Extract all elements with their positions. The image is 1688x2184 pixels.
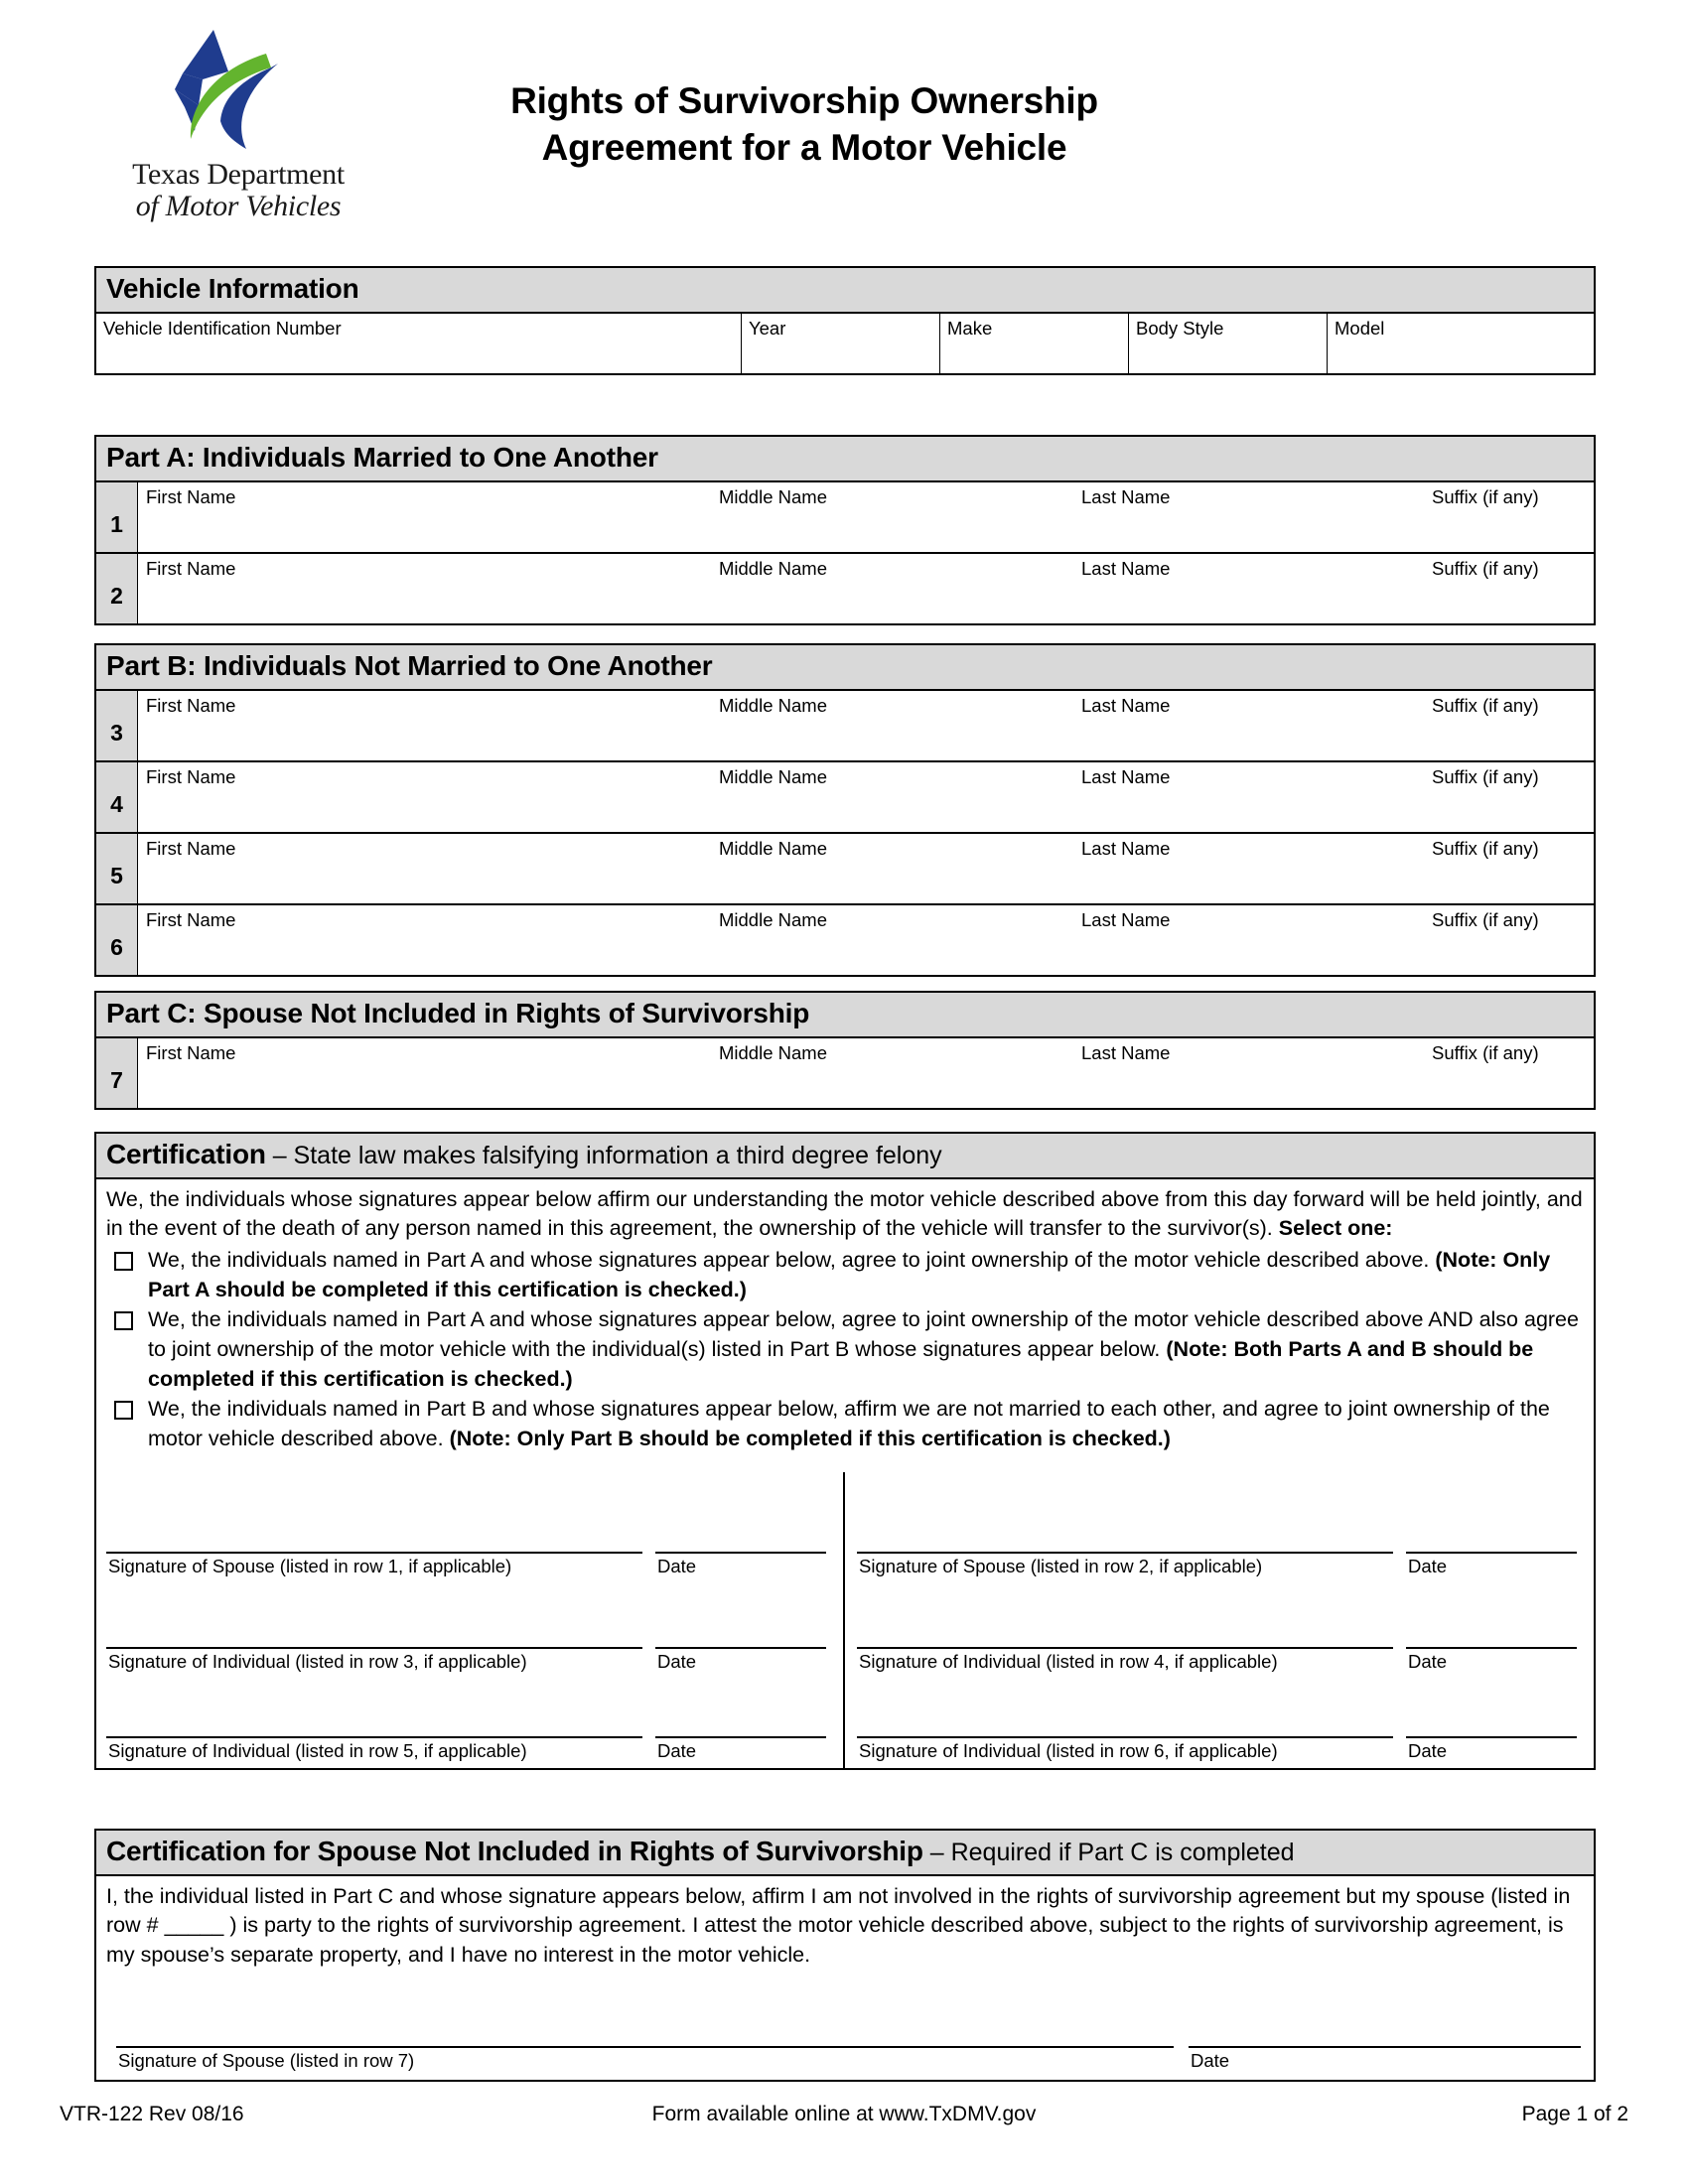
spouse-certification-heading (96, 1831, 1594, 1876)
table-row (96, 482, 1594, 554)
signature-label: Signature of Individual (listed in row 5, if applicable) (108, 1740, 527, 1762)
page-title-line-1: Rights of Survivorship Ownership (510, 80, 1098, 121)
first-name-field[interactable]: First Name (146, 765, 236, 787)
spouse-certification-body (96, 1876, 1594, 2080)
table-row (96, 691, 1594, 762)
certification-option-1[interactable] (106, 1246, 1584, 1304)
first-name-field[interactable]: First Name (146, 908, 236, 930)
form-availability: Form available online at www.TxDMV.gov (651, 2103, 1037, 2125)
signature-cell (106, 1679, 845, 1768)
signature-row (106, 1679, 1584, 1768)
name-fields (138, 834, 1594, 903)
page-number: Page 1 of 2 (1521, 2103, 1628, 2125)
signature-cell (845, 1583, 1584, 1679)
name-fields (138, 482, 1594, 552)
table-row (96, 554, 1594, 623)
checkbox-icon[interactable] (114, 1311, 133, 1330)
signature-line[interactable] (106, 1736, 642, 1738)
part-b-heading: Part B: Individuals Not Married to One Another (96, 645, 1594, 691)
checkbox-icon[interactable] (114, 1252, 133, 1271)
page-footer (60, 2103, 1628, 2126)
signature-label: Signature of Spouse (listed in row 1, if applicable) (108, 1556, 512, 1577)
row-number: 3 (96, 691, 138, 760)
name-fields (138, 691, 1594, 760)
certification-option-2-text: We, the individuals named in Part A and whose signatures appear below, agree to joint ownership of the motor vehicle described above AND also agree to joint ownership of the motor vehicle with the individual(s) listed in Part B whose signatures appear below. (148, 1307, 1579, 1362)
spouse-signature-block (106, 1971, 1584, 2080)
part-c-heading: Part C: Spouse Not Included in Rights of Survivorship (96, 993, 1594, 1038)
date-line[interactable] (655, 1552, 826, 1554)
suffix-field[interactable]: Suffix (if any) (1432, 908, 1539, 930)
suffix-field[interactable]: Suffix (if any) (1432, 1041, 1539, 1063)
certification-option-3[interactable] (106, 1395, 1584, 1453)
middle-name-field[interactable]: Middle Name (719, 485, 827, 507)
last-name-field[interactable]: Last Name (1081, 1041, 1171, 1063)
last-name-field[interactable]: Last Name (1081, 694, 1171, 716)
signature-label: Signature of Individual (listed in row 6, if applicable) (859, 1740, 1278, 1762)
date-label: Date (1408, 1651, 1448, 1673)
last-name-field[interactable]: Last Name (1081, 557, 1171, 579)
date-label: Date (657, 1556, 697, 1577)
date-label: Date (657, 1740, 697, 1762)
tx-dmv-logo (94, 28, 382, 223)
row-number: 4 (96, 762, 138, 832)
form-header (0, 0, 1688, 253)
vehicle-information-heading: Vehicle Information (96, 268, 1594, 314)
name-fields (138, 905, 1594, 975)
certification-heading-bold: Certification (106, 1139, 266, 1169)
logo-line-2: of Motor Vehicles (135, 190, 342, 223)
tx-dmv-star-icon (139, 28, 338, 157)
certification-option-3-text: We, the individuals named in Part B and whose signatures appear below, affirm we are not married to each other, and agree to joint ownership of the motor vehicle described above. (148, 1397, 1550, 1451)
row-number-blank[interactable]: _____ (164, 1913, 224, 1938)
signature-label: Signature of Individual (listed in row 3, if applicable) (108, 1651, 527, 1673)
spouse-certification-paragraph (106, 1882, 1584, 1971)
first-name-field[interactable]: First Name (146, 1041, 236, 1063)
suffix-field[interactable]: Suffix (if any) (1432, 837, 1539, 859)
row-number: 1 (96, 482, 138, 552)
signature-line[interactable] (106, 1647, 642, 1649)
spouse-cert-text-part-2: ) is party to the rights of survivorship agreement. I attest the motor vehicle described above, subject to the rights of survivorship agreement, is my spouse’s separate property, and I have no interest in the motor vehicle. (106, 1913, 1564, 1968)
certification-option-1-text: We, the individuals named in Part A and whose signatures appear below, agree to joint ownership of the motor vehicle described above. (148, 1248, 1436, 1273)
certification-intro-text: We, the individuals whose signatures appear below affirm our understanding the motor vehicle described above from this day forward will be held jointly, and in the event of the death of any person named in this agreement, the ownership of the vehicle will transfer to the survivor(s). (106, 1186, 1583, 1241)
certification-heading (96, 1134, 1594, 1179)
last-name-field[interactable]: Last Name (1081, 908, 1171, 930)
signature-grid (106, 1472, 1584, 1768)
vin-field[interactable]: Vehicle Identification Number (96, 314, 742, 373)
middle-name-field[interactable]: Middle Name (719, 557, 827, 579)
model-field[interactable]: Model (1335, 317, 1385, 339)
signature-cell (106, 1583, 845, 1679)
middle-name-field[interactable]: Middle Name (719, 908, 827, 930)
date-label: Date (657, 1651, 697, 1673)
date-line[interactable] (1189, 2046, 1581, 2048)
certification-option-1-note: (Note: Only Part A should be completed if this certification is checked.) (148, 1248, 1551, 1301)
certification-intro (106, 1185, 1584, 1244)
date-line[interactable] (655, 1736, 826, 1738)
table-row (96, 834, 1594, 905)
part-c-section (94, 991, 1596, 1110)
certification-option-2[interactable] (106, 1305, 1584, 1394)
suffix-field[interactable]: Suffix (if any) (1432, 485, 1539, 507)
spouse-certification-heading-bold: Certification for Spouse Not Included in Rights of Survivorship (106, 1836, 923, 1866)
row-number: 5 (96, 834, 138, 903)
first-name-field[interactable]: First Name (146, 485, 236, 507)
signature-line[interactable] (857, 1647, 1393, 1649)
signature-line[interactable] (857, 1552, 1393, 1554)
name-fields (138, 762, 1594, 832)
row-number: 7 (96, 1038, 138, 1108)
certification-section (94, 1132, 1596, 1770)
form-id: VTR-122 Rev 08/16 (60, 2103, 244, 2125)
part-b-section (94, 643, 1596, 977)
date-label: Date (1408, 1740, 1448, 1762)
middle-name-field[interactable]: Middle Name (719, 765, 827, 787)
date-line[interactable] (1406, 1647, 1577, 1649)
make-field[interactable]: Make (940, 314, 1129, 373)
certification-option-3-note: (Note: Only Part B should be completed if this certification is checked.) (449, 1427, 1171, 1451)
row-number: 2 (96, 554, 138, 623)
signature-cell (845, 1679, 1584, 1768)
first-name-field[interactable]: First Name (146, 557, 236, 579)
part-a-heading: Part A: Individuals Married to One Another (96, 437, 1594, 482)
spouse-certification-section (94, 1829, 1596, 2082)
signature-line[interactable] (106, 1552, 642, 1554)
date-label: Date (1408, 1556, 1448, 1577)
page-title (377, 77, 1231, 172)
middle-name-field[interactable]: Middle Name (719, 1041, 827, 1063)
row-number: 6 (96, 905, 138, 975)
signature-row (106, 1583, 1584, 1679)
date-line[interactable] (1406, 1736, 1577, 1738)
middle-name-field[interactable]: Middle Name (719, 837, 827, 859)
suffix-field[interactable]: Suffix (if any) (1432, 557, 1539, 579)
checkbox-icon[interactable] (114, 1401, 133, 1420)
year-field[interactable]: Year (742, 314, 940, 373)
logo-wordmark (94, 159, 382, 223)
body-style-field[interactable]: Body Style (1129, 314, 1328, 373)
table-row (96, 762, 1594, 834)
table-row (96, 1038, 1594, 1108)
certification-body (96, 1179, 1594, 1768)
signature-label: Signature of Individual (listed in row 4, if applicable) (859, 1651, 1278, 1673)
first-name-field[interactable]: First Name (146, 837, 236, 859)
vehicle-information-section (94, 266, 1596, 375)
certification-heading-sub: – State law makes falsifying information a third degree felony (265, 1142, 942, 1169)
select-one-label: Select one: (1278, 1216, 1393, 1241)
name-fields (138, 554, 1594, 623)
spouse-cert-text-part-1: I, the individual listed in Part C and whose signature appears below, affirm I am not involved in the rights of survivorship agreement but my spouse (listed in row # (106, 1883, 1571, 1938)
signature-cell (845, 1472, 1584, 1583)
name-fields (138, 1038, 1594, 1108)
middle-name-field[interactable]: Middle Name (719, 694, 827, 716)
date-line[interactable] (655, 1647, 826, 1649)
signature-line[interactable] (857, 1736, 1393, 1738)
vehicle-information-row (96, 314, 1594, 373)
suffix-field[interactable]: Suffix (if any) (1432, 765, 1539, 787)
part-a-section (94, 435, 1596, 625)
certification-options (106, 1246, 1584, 1454)
signature-row (106, 1472, 1584, 1583)
last-name-field[interactable]: Last Name (1081, 765, 1171, 787)
spouse-certification-heading-sub: – Required if Part C is completed (922, 1839, 1295, 1866)
signature-cell (106, 1472, 845, 1583)
signature-label: Signature of Spouse (listed in row 2, if applicable) (859, 1556, 1263, 1577)
suffix-field[interactable]: Suffix (if any) (1432, 694, 1539, 716)
logo-line-1: Texas Department (132, 158, 345, 191)
table-row (96, 905, 1594, 975)
date-label: Date (1191, 2050, 1230, 2072)
last-name-field[interactable]: Last Name (1081, 485, 1171, 507)
first-name-field[interactable]: First Name (146, 694, 236, 716)
last-name-field[interactable]: Last Name (1081, 837, 1171, 859)
certification-option-2-note: (Note: Both Parts A and B should be completed if this certification is checked.) (148, 1337, 1534, 1391)
date-line[interactable] (1406, 1552, 1577, 1554)
signature-label: Signature of Spouse (listed in row 7) (118, 2050, 415, 2072)
page-title-line-2: Agreement for a Motor Vehicle (541, 127, 1067, 169)
